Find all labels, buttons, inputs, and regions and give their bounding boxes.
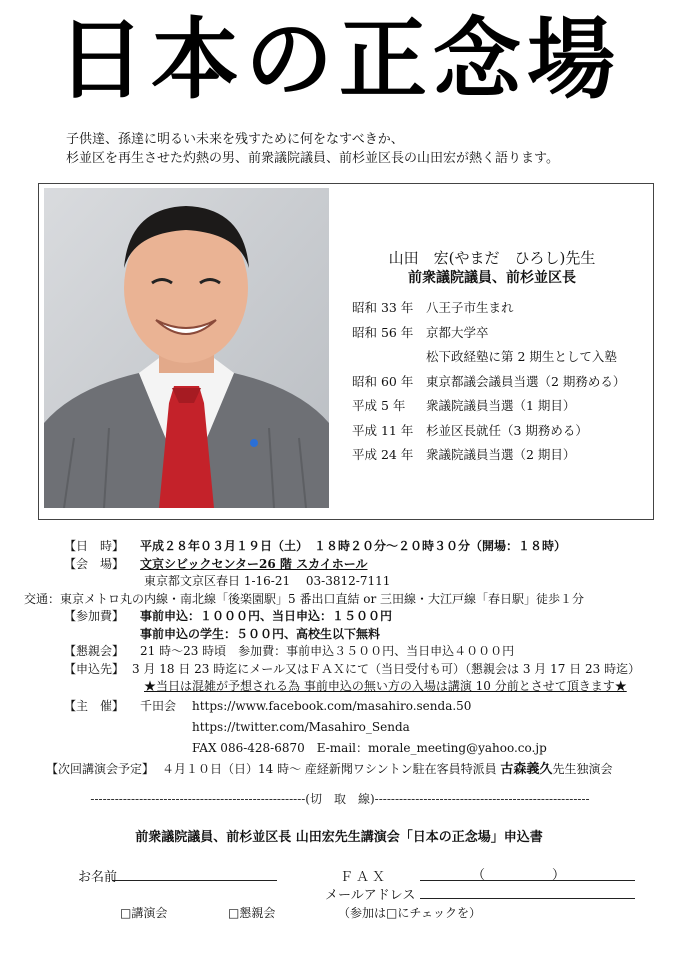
venue-row: 【会 場】 文京シビックセンター26 階 スカイホール: [64, 556, 368, 571]
intro-line-1: 子供達、孫達に明るい未来を残すために何をなすべきか、: [66, 132, 404, 147]
notice-row: ★当日は混雑が予想される為 事前申込の無い方の入場は講演 10 分前とさせて頂きます★: [144, 679, 627, 693]
name-label: お名前: [78, 870, 118, 885]
access-row: 交通：東京メトロ丸の内線・南北線「後楽園駅」5 番出口直結 or 三田線・大江戸線「春日駅」徒歩１分: [24, 591, 585, 606]
organizer-row: 【主 催】 千田会 https://www.facebook.com/masahiro.senda.50: [64, 698, 472, 713]
intro-line-2: 杉並区を再生させた灼熱の男、前衆議院議員、前杉並区長の山田宏が熱く語ります。: [66, 151, 559, 166]
party-row: 【懇親会】 21 時～23 時頃 参加費：事前申込３５００円、当日申込４０００円: [64, 644, 515, 658]
checkbox-note: （参加は□にチェックを）: [338, 906, 481, 920]
fax-paren-close: ）: [552, 868, 566, 883]
name-field[interactable]: [112, 880, 277, 881]
twitter-row: https://twitter.com/Masahiro_Senda: [192, 719, 410, 734]
page-title: 日本の正念場: [56, 8, 621, 111]
fax-field[interactable]: [420, 880, 635, 881]
intro-text: [66, 130, 559, 168]
speaker-portrait-illustration: [44, 188, 329, 508]
date-row: 【日 時】 平成２８年０３月１９日（土） １８時２０分～２０時３０分（開場：１８時）: [64, 539, 567, 553]
fee-row: 【参加費】 事前申込：１０００円、当日申込：１５００円: [64, 609, 393, 623]
speaker-photo: [44, 188, 329, 508]
email-field[interactable]: [420, 898, 635, 899]
fax-label: ＦＡＸ: [340, 870, 389, 885]
venue-address-row: 東京都文京区春日 1-16-21 03-3812-7111: [144, 574, 391, 588]
checkbox-lecture[interactable]: □講演会: [120, 906, 168, 920]
email-label: メールアドレス: [325, 888, 416, 903]
contact-row: FAX 086-428-6870 E-mail：morale_meeting@yahoo.co.jp: [192, 740, 547, 755]
apply-row: 【申込先】 3 月 18 日 23 時迄にメール又はＦＡＸにて（当日受付も可）（懇親会は 3 月 17 日 23 時迄）: [64, 661, 641, 676]
speaker-name: 山田 宏(やまだ ひろし)先生: [388, 249, 596, 267]
speaker-title: 前衆議院議員、前杉並区長: [408, 270, 576, 286]
cut-line: -----------------------------------------------------(切 取 線)-----------------------------------------------------: [90, 792, 590, 806]
next-event-row: 【次回講演会予定】 ４月１０日（日）14 時～ 産経新聞ワシントン駐在客員特派員 古森義久先生独演会: [46, 761, 613, 777]
fee-row-2: 事前申込の学生：５００円、高校生以下無料: [140, 626, 381, 641]
event-info: [24, 538, 664, 780]
fax-paren-open: （: [472, 868, 486, 883]
checkbox-party[interactable]: □懇親会: [228, 906, 276, 920]
form-title: 前衆議院議員、前杉並区長 山田宏先生講演会「日本の正念場」申込書: [135, 830, 543, 845]
